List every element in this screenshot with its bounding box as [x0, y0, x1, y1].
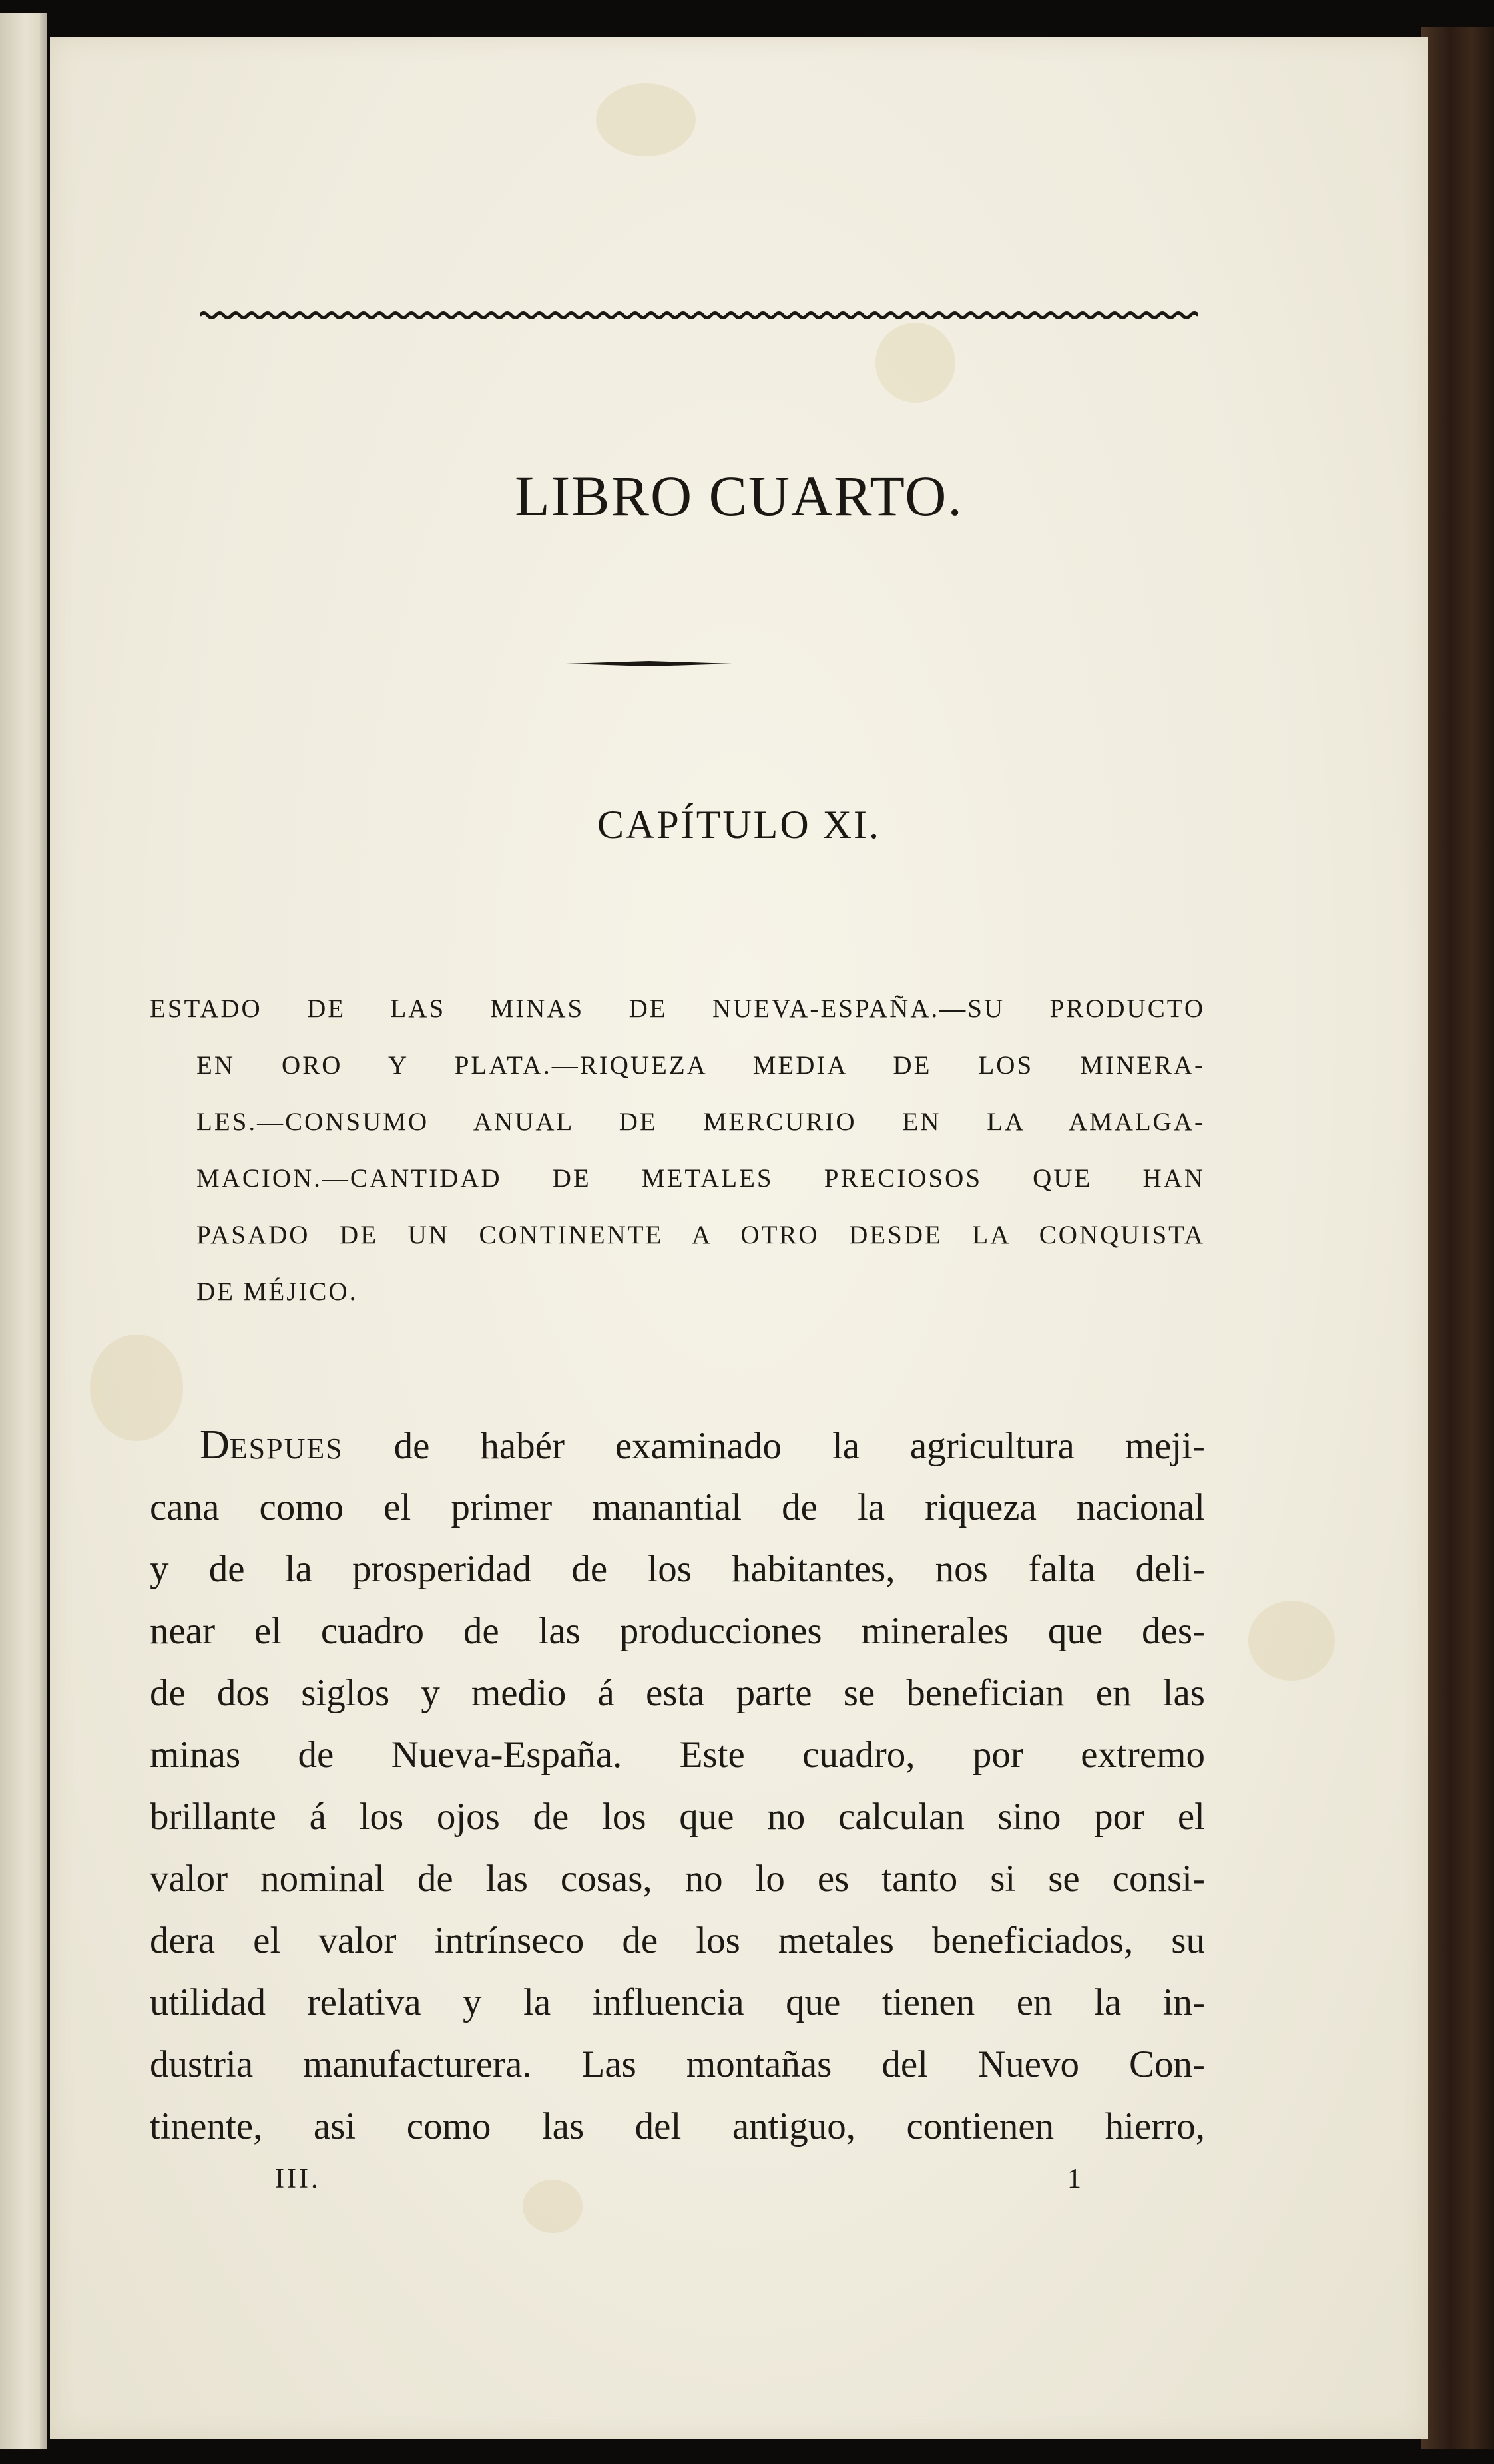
opening-word-rest: ESPUES	[229, 1432, 344, 1465]
paper-stain	[875, 323, 955, 403]
body-paragraph	[150, 1414, 1205, 2157]
body-line: utilidad relativa y la influencia que tienen en la in-	[150, 1981, 1205, 2023]
paper-stain	[1248, 1601, 1335, 1681]
body-line: de dos siglos y medio á esta parte se benefician en las	[150, 1672, 1205, 1714]
page-signature: 1	[1067, 2164, 1084, 2194]
summary-line: EN ORO Y PLATA.—RIQUEZA MEDIA DE LOS MINERA-	[196, 1051, 1205, 1080]
previous-page-edge	[0, 13, 47, 2449]
paper-stain	[596, 83, 696, 156]
paper-stain	[523, 2180, 583, 2233]
summary-line: LES.—CONSUMO ANUAL DE MERCURIO EN LA AMALGA-	[196, 1108, 1205, 1136]
chapter-summary	[150, 980, 1205, 1320]
body-line: brillante á los ojos de los que no calculan sino por el	[150, 1796, 1205, 1838]
ornamental-rule	[200, 311, 1198, 320]
body-line: dustria manufacturera. Las montañas del Nuevo Con-	[150, 2043, 1205, 2085]
body-line: y de la prosperidad de los habitantes, nos falta deli-	[150, 1548, 1205, 1590]
body-line: tinente, asi como las del antiguo, contienen hierro,	[150, 2105, 1205, 2147]
volume-signature: III.	[275, 2164, 321, 2194]
summary-line: PASADO DE UN CONTINENTE A OTRO DESDE LA CONQUISTA	[196, 1221, 1205, 1249]
body-line: valor nominal de las cosas, no lo es tanto si se consi-	[150, 1858, 1205, 1900]
summary-line: ESTADO DE LAS MINAS DE NUEVA-ESPAÑA.—SU PRODUCTO	[150, 994, 1205, 1023]
body-line: dera el valor intrínseco de los metales beneficiados, su	[150, 1920, 1205, 1961]
summary-line: MACION.—CANTIDAD DE METALES PRECIOSOS QUE HAN	[196, 1164, 1205, 1193]
chapter-title: CAPÍTULO XI.	[597, 803, 881, 847]
opening-word-initial: D	[200, 1422, 230, 1468]
body-line: minas de Nueva-España. Este cuadro, por extremo	[150, 1734, 1205, 1776]
body-line: cana como el primer manantial de la riqueza nacional	[150, 1486, 1205, 1528]
body-line	[150, 1414, 1205, 1476]
book-title: LIBRO CUARTO.	[515, 464, 963, 528]
book-page	[50, 37, 1428, 2439]
first-line-text: de habér examinado la agricultura meji-	[343, 1425, 1205, 1467]
book-cover-edge	[1421, 27, 1494, 2449]
body-line: near el cuadro de las producciones minerales que des-	[150, 1610, 1205, 1652]
title-divider	[566, 661, 732, 666]
summary-line: DE MÉJICO.	[196, 1277, 358, 1306]
